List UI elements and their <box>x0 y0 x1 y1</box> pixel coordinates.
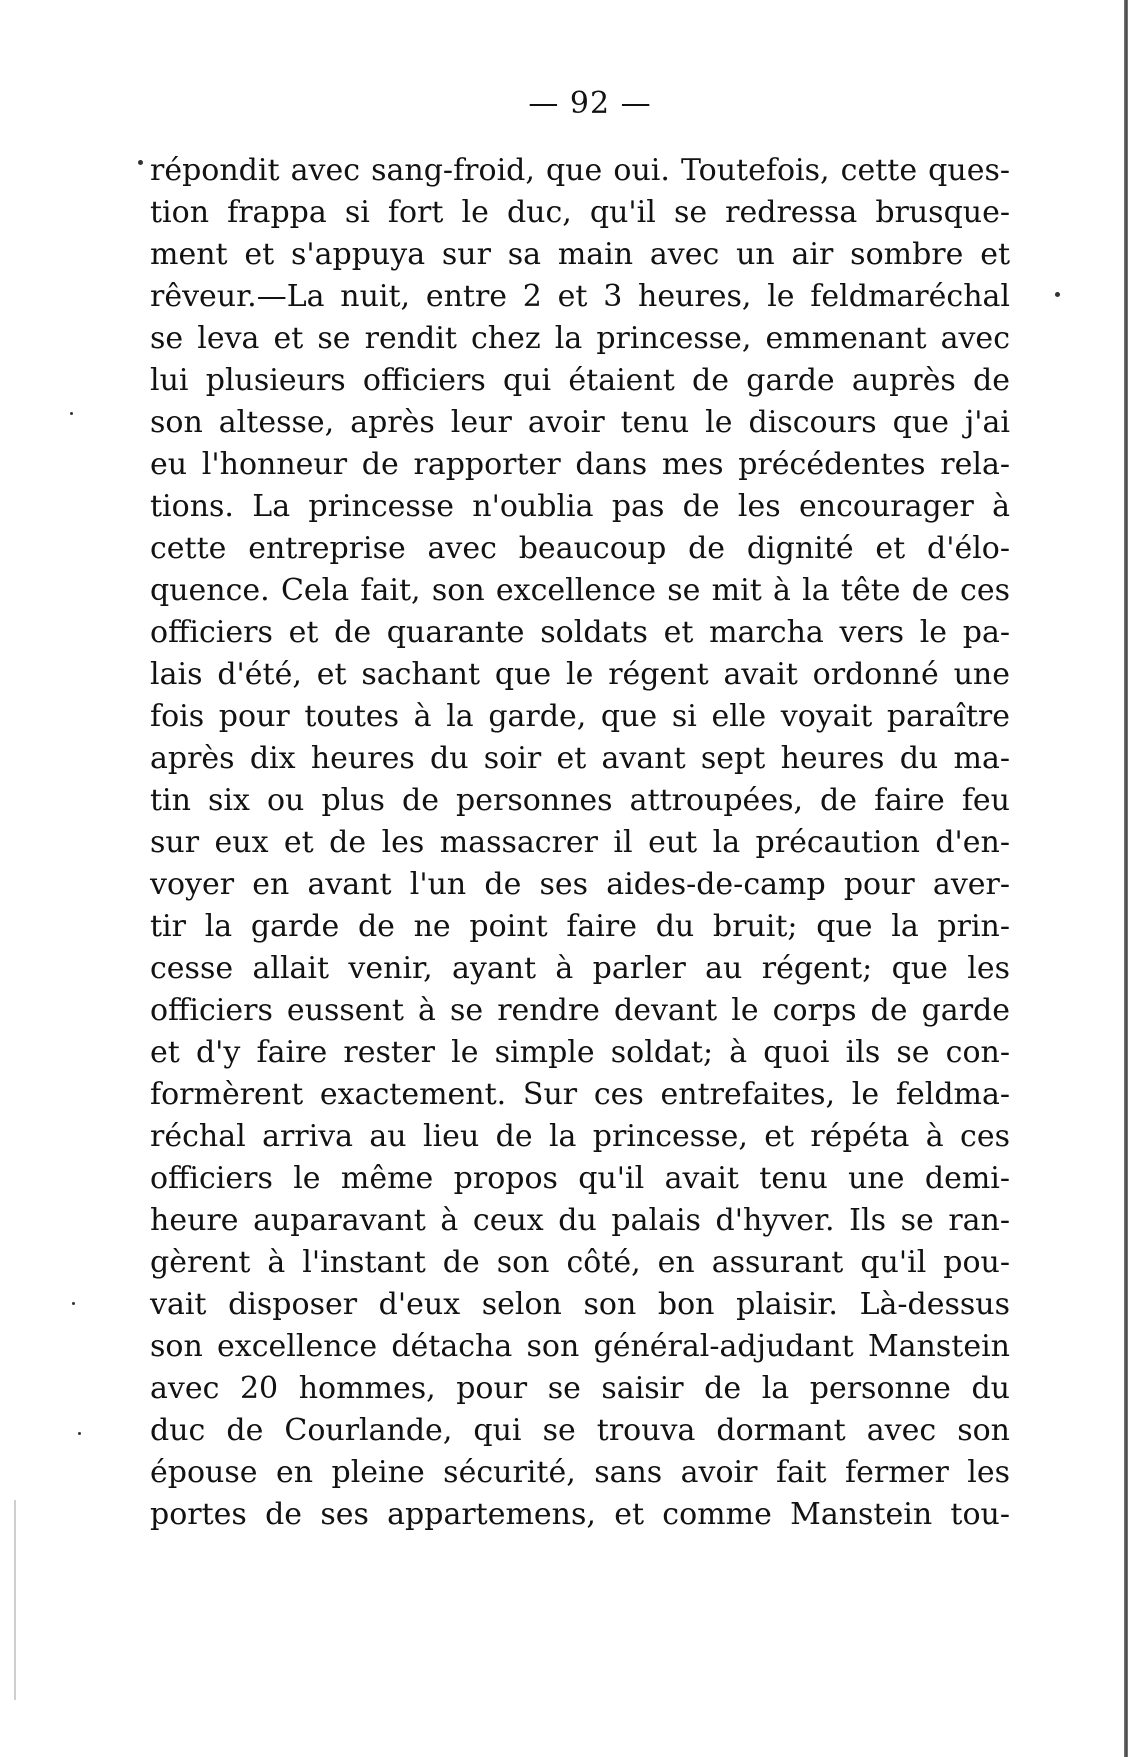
text-line: vait disposer d'eux selon son bon plaisir. Là-dessus <box>150 1287 1010 1322</box>
text-line: lais d'été, et sachant que le régent avait ordonné une <box>150 657 1010 692</box>
text-line: tion frappa si fort le duc, qu'il se redressa brusque- <box>150 195 1010 230</box>
text-line: officiers et de quarante soldats et marcha vers le pa- <box>150 615 1010 650</box>
text-line: rêveur.—La nuit, entre 2 et 3 heures, le feldmaréchal <box>150 279 1010 314</box>
text-line: avec 20 hommes, pour se saisir de la personne du <box>150 1371 1010 1406</box>
text-line: voyer en avant l'un de ses aides-de-camp pour aver- <box>150 867 1010 902</box>
text-line: son excellence détacha son général-adjudant Manstein <box>150 1329 1010 1364</box>
text-line: formèrent exactement. Sur ces entrefaites, le feldma- <box>150 1077 1010 1112</box>
text-line: fois pour toutes à la garde, que si elle voyait paraître <box>150 699 1010 734</box>
text-line: répondit avec sang-froid, que oui. Toutefois, cette ques- <box>150 153 1010 188</box>
text-line: portes de ses appartemens, et comme Manstein tou- <box>150 1497 1010 1532</box>
text-line: cette entreprise avec beaucoup de dignité et d'élo- <box>150 531 1010 566</box>
ink-speck <box>78 1432 81 1435</box>
page-edge-shadow <box>1124 0 1128 1757</box>
ink-speck <box>70 412 73 415</box>
text-line: et d'y faire rester le simple soldat; à quoi ils se con- <box>150 1035 1010 1070</box>
page-number: — 92 — <box>528 86 652 121</box>
text-line: gèrent à l'instant de son côté, en assurant qu'il pou- <box>150 1245 1010 1280</box>
text-line: se leva et se rendit chez la princesse, emmenant avec <box>150 321 1010 356</box>
text-line: cesse allait venir, ayant à parler au régent; que les <box>150 951 1010 986</box>
text-line: ment et s'appuya sur sa main avec un air sombre et <box>150 237 1010 272</box>
ink-speck <box>138 160 143 165</box>
binding-mark <box>14 1500 16 1700</box>
text-line: eu l'honneur de rapporter dans mes précédentes rela- <box>150 447 1010 482</box>
text-line: officiers eussent à se rendre devant le corps de garde <box>150 993 1010 1028</box>
text-line: tin six ou plus de personnes attroupées, de faire feu <box>150 783 1010 818</box>
ink-speck <box>72 1302 75 1305</box>
text-line: son altesse, après leur avoir tenu le discours que j'ai <box>150 405 1010 440</box>
text-line: épouse en pleine sécurité, sans avoir fait fermer les <box>150 1455 1010 1490</box>
text-line: sur eux et de les massacrer il eut la précaution d'en- <box>150 825 1010 860</box>
text-line: duc de Courlande, qui se trouva dormant avec son <box>150 1413 1010 1448</box>
text-line: officiers le même propos qu'il avait tenu une demi- <box>150 1161 1010 1196</box>
text-line: quence. Cela fait, son excellence se mit à la tête de ces <box>150 573 1010 608</box>
text-line: lui plusieurs officiers qui étaient de garde auprès de <box>150 363 1010 398</box>
ink-speck <box>1055 292 1060 297</box>
text-line: réchal arriva au lieu de la princesse, et répéta à ces <box>150 1119 1010 1154</box>
text-line: tions. La princesse n'oublia pas de les encourager à <box>150 489 1010 524</box>
body-text <box>150 150 1010 1536</box>
text-line: tir la garde de ne point faire du bruit; que la prin- <box>150 909 1010 944</box>
text-line: heure auparavant à ceux du palais d'hyver. Ils se ran- <box>150 1203 1010 1238</box>
text-line: après dix heures du soir et avant sept heures du ma- <box>150 741 1010 776</box>
